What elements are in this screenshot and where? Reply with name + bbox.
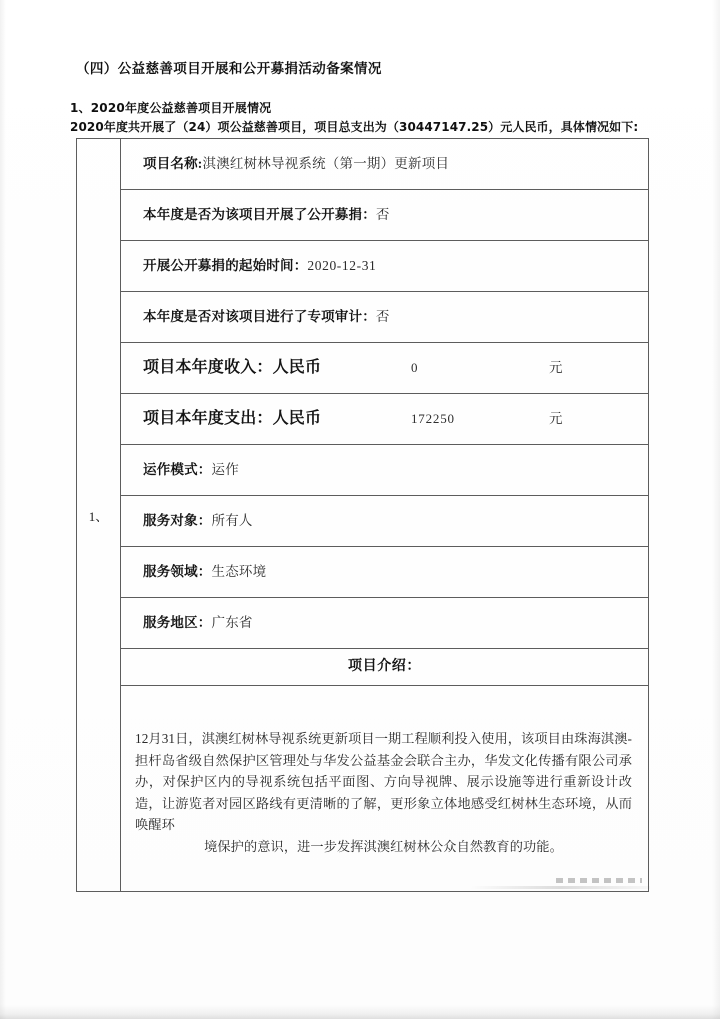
field-label: 项目本年度收入：人民币 (143, 359, 322, 376)
table-row (77, 686, 649, 892)
row-index-cell: 1、 (77, 139, 121, 892)
field-label: 服务地区： (143, 615, 212, 630)
field-service-field (121, 547, 649, 598)
field-value: 生态环境 (211, 564, 267, 579)
project-intro-body (121, 720, 648, 857)
table-row (77, 241, 649, 292)
project-table (76, 138, 649, 892)
field-value: 淇澳红树林导视系统（第一期）更新项目 (202, 156, 450, 171)
project-intro-body-cell (121, 686, 649, 892)
table-row (77, 649, 649, 686)
field-amount: 172250 (411, 411, 455, 426)
subsection-heading: 1、2020年度公益慈善项目开展情况 (70, 101, 272, 115)
field-label: 本年度是否为该项目开展了公开募捐： (143, 207, 376, 222)
table-row (77, 394, 649, 445)
field-unit: 元 (549, 360, 563, 375)
section-heading: （四）公益慈善项目开展和公开募捐活动备案情况 (76, 61, 382, 77)
field-label: 项目名称: (143, 156, 203, 171)
table-row (77, 598, 649, 649)
table-row (77, 139, 649, 190)
field-label: 开展公开募捐的起始时间： (143, 258, 308, 273)
field-operation-mode (121, 445, 649, 496)
field-special-audit (121, 292, 649, 343)
field-label: 服务领域： (143, 564, 212, 579)
field-label: 项目本年度支出：人民币 (143, 410, 322, 427)
field-value: 否 (375, 309, 390, 324)
field-public-fundraising (121, 190, 649, 241)
table-row (77, 343, 649, 394)
project-intro-last-line: 境保护的意识，进一步发挥淇澳红树林公众自然教育的功能。 (204, 838, 563, 854)
field-fundraising-start-date (121, 241, 649, 292)
field-service-target (121, 496, 649, 547)
table-row (77, 496, 649, 547)
field-label: 服务对象： (143, 513, 212, 528)
table-row (77, 190, 649, 241)
field-amount: 0 (411, 360, 419, 375)
field-annual-expense (121, 394, 649, 445)
field-value: 所有人 (211, 513, 253, 528)
field-annual-income (121, 343, 649, 394)
table-row (77, 292, 649, 343)
field-value: 广东省 (211, 615, 253, 630)
project-intro-title: 项目介绍： (348, 659, 421, 674)
field-value: 运作 (211, 462, 239, 477)
field-project-name (121, 139, 649, 190)
summary-line: 2020年度共开展了（24）项公益慈善项目，项目总支出为（30447147.25）元人民币，具体情况如下: (70, 120, 639, 134)
table-row (77, 445, 649, 496)
field-label: 运作模式： (143, 462, 212, 477)
field-value: 2020-12-31 (307, 258, 377, 273)
field-label: 本年度是否对该项目进行了专项审计： (143, 309, 376, 324)
project-intro-header (121, 649, 649, 686)
table-row (77, 547, 649, 598)
project-intro-text: 12月31日，淇澳红树林导视系统更新项目一期工程顺利投入使用，该项目由珠海淇澳-担杆岛省级自然保护区管理处与华发公益基金会联合主办，华发文化传播有限公司承办，对保护区内的导视系统包括平面图、方向导视牌、展示设施等进行重新设计改造，让游览者对园区路线有更清晰的了解，更形象立体地感受红树林生态环境，从而唤醒环 (135, 731, 632, 832)
field-unit: 元 (549, 411, 563, 426)
field-service-region (121, 598, 649, 649)
field-value: 否 (375, 207, 390, 222)
